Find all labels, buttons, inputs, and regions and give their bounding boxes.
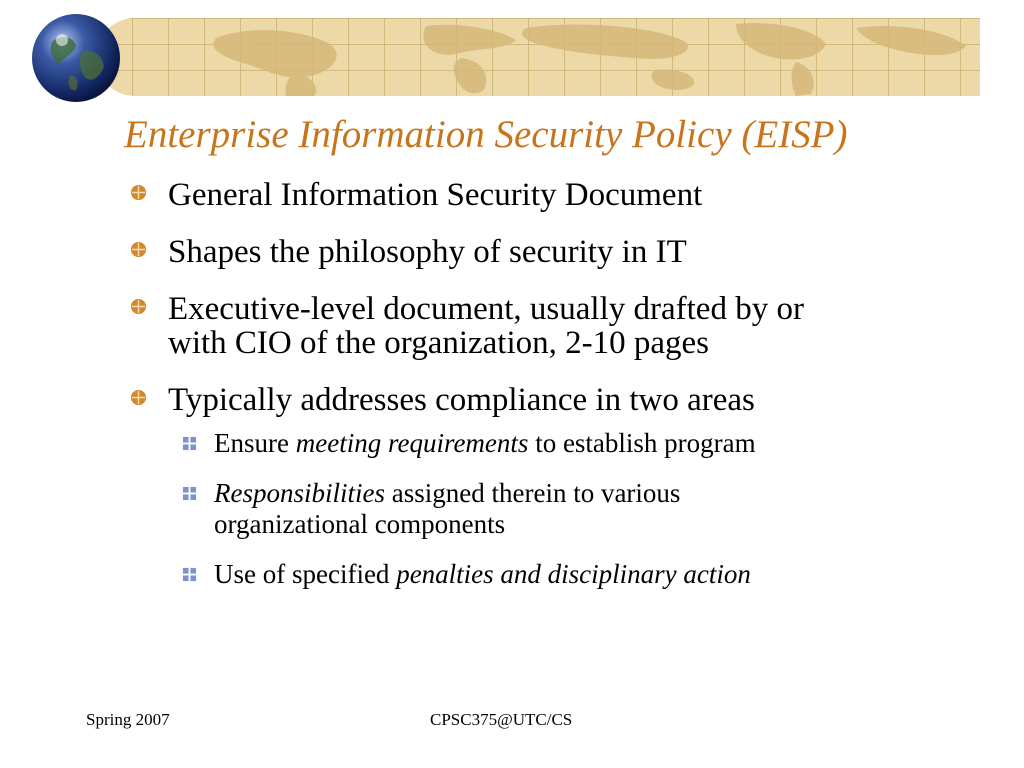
- bullet-text: Typically addresses compliance in two areas: [168, 382, 755, 418]
- slide-title: Enterprise Information Security Policy (EISP): [124, 113, 848, 156]
- square-bullet-icon: [182, 567, 197, 582]
- sub-list-item: [130, 478, 990, 540]
- map-continents: [96, 18, 980, 96]
- sub-list-item: [130, 428, 990, 459]
- bullet-icon: [130, 389, 147, 406]
- bullet-icon: [130, 241, 147, 258]
- square-bullet-icon: [182, 486, 197, 501]
- bullet-text-line1: Executive-level document, usually drafted by or: [168, 291, 804, 327]
- bullet-list: [130, 178, 990, 609]
- sub-list-item: [130, 559, 990, 590]
- sub-bullet-emphasis: meeting requirements: [295, 428, 529, 458]
- world-map-banner: [96, 18, 980, 96]
- sub-bullet-line2: organizational components: [214, 509, 506, 539]
- sub-bullet-emphasis: Responsibilities: [214, 478, 385, 508]
- square-bullet-icon: [182, 436, 197, 451]
- globe-icon: [30, 12, 122, 104]
- footer-course: CPSC375@UTC/CS: [430, 710, 573, 729]
- list-item: [130, 383, 990, 417]
- sub-bullet-list: [130, 428, 990, 590]
- bullet-icon: [130, 298, 147, 315]
- sub-bullet-post: assigned therein to various: [385, 478, 681, 508]
- bullet-icon: [130, 184, 147, 201]
- list-item: [130, 292, 990, 360]
- sub-bullet-emphasis: penalties and disciplinary action: [396, 559, 751, 589]
- footer-date: Spring 2007: [86, 710, 170, 729]
- bullet-text-line2: with CIO of the organization, 2-10 pages: [168, 325, 710, 361]
- sub-bullet-pre: Use of specified: [214, 559, 397, 589]
- list-item: [130, 178, 990, 212]
- list-item: [130, 235, 990, 269]
- bullet-text: Shapes the philosophy of security in IT: [168, 234, 687, 270]
- sub-bullet-pre: Ensure: [214, 428, 296, 458]
- bullet-text: General Information Security Document: [168, 177, 703, 213]
- sub-bullet-post: to establish program: [528, 428, 756, 458]
